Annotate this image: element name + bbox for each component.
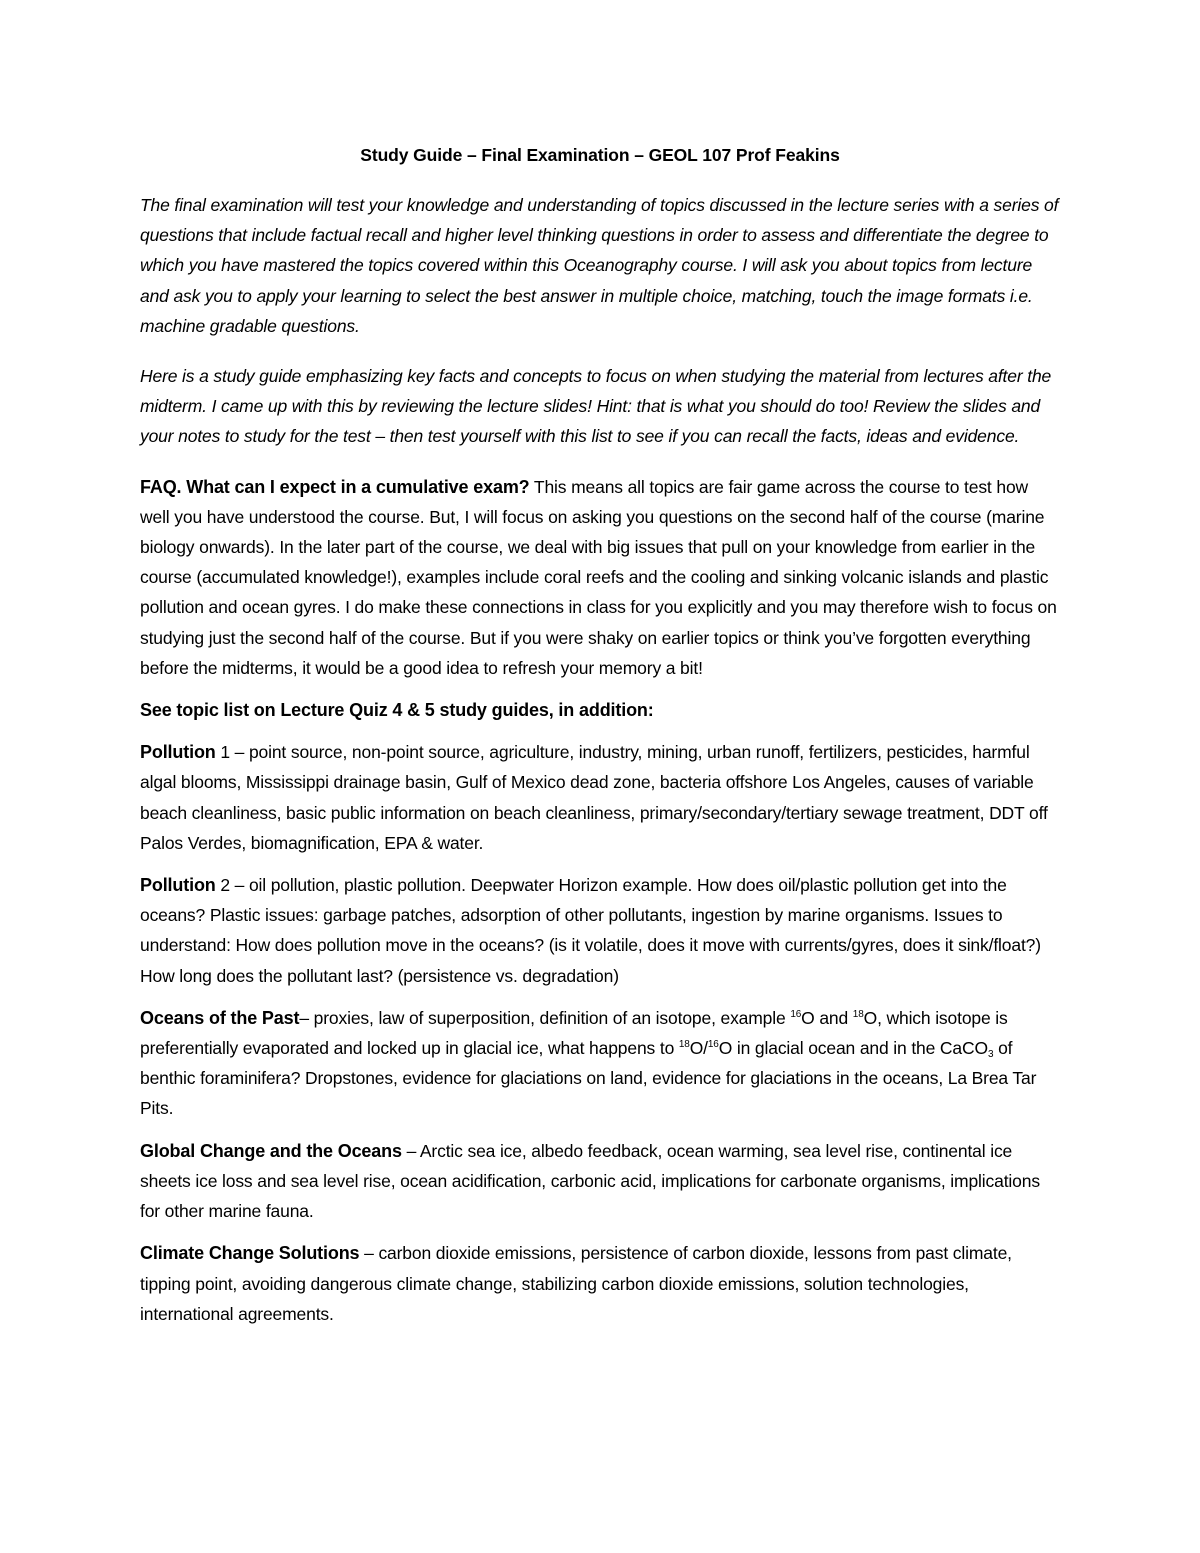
intro-paragraph-1: The final examination will test your knowledge and understanding of topics discussed in the lecture series with a series of questions that include factual recall and higher level thinking questions in order to assess and differentiate the degree to which you have mastered the topics covered within this Oceanography course. I will ask you about topics from lecture and ask you to apply your learning to select the best answer in multiple choice, matching, touch the image formats i.e. machine gradable questions. [140, 195, 1059, 336]
pollution-1-heading: Pollution [140, 742, 216, 763]
global-change-heading: Global Change and the Oceans [140, 1140, 402, 1161]
pollution-1-text: 1 – point source, non-point source, agriculture, industry, mining, urban runoff, fertilizers, pesticides, harmful algal blooms, Mississippi drainage basin, Gulf of Mexico dead zone, bacteria offshore Los Angeles, causes of variable beach cleanliness, basic public information on beach cleanliness, primary/secondary/tertiary sewage treatment, DDT off Palos Verdes, biomagnification, EPA & water. [140, 742, 1048, 853]
isotope-superscript: 16 [790, 1008, 802, 1020]
oceans-past-text-3: O, which isotope is preferentially evaporated and locked up in glacial ice, what happens to [140, 1007, 1008, 1059]
oceans-past-text-6: of benthic foraminifera? Dropstones, evidence for glaciations on land, evidence for glaciations in the oceans, La Brea Tar Pits. [140, 1038, 1037, 1119]
faq-question: FAQ. What can I expect in a cumulative exam? [140, 476, 530, 497]
pollution-2-heading: Pollution [140, 875, 216, 896]
global-change-text: – Arctic sea ice, albedo feedback, ocean warming, sea level rise, continental ice sheets ice loss and sea level rise, ocean acidification, carbonic acid, implications for carbonate organisms, implications for other marine fauna. [140, 1140, 1040, 1222]
document-title: Study Guide – Final Examination – GEOL 107 Prof Feakins [360, 145, 840, 165]
faq-answer: This means all topics are fair game across the course to test how well you have understood the course. But, I will focus on asking you questions on the second half of the course (marine biology onwards). In the later part of the course, we deal with big issues that pull on your knowledge from earlier in the course (accumulated knowledge!), examples include coral reefs and the cooling and sinking volcanic islands and plastic pollution and ocean gyres. I do make these connections in class for you explicitly and you may therefore wish to focus on studying just the second half of the course. But if you were shaky on earlier topics or think you’ve forgotten everything before the midterms, it would be a good idea to refresh your memory a bit! [140, 476, 1057, 678]
chemical-subscript: 3 [987, 1049, 994, 1061]
oceans-past-text-4: O/ [689, 1038, 708, 1059]
climate-solutions-section [140, 1238, 1060, 1329]
oceans-past-section [140, 1003, 1060, 1124]
isotope-superscript: 18 [678, 1039, 690, 1051]
document-body [140, 140, 1060, 1341]
oceans-past-text-2: O and [801, 1007, 853, 1028]
oceans-past-text-1: – proxies, law of superposition, definition of an isotope, example [299, 1007, 791, 1028]
oceans-past-heading: Oceans of the Past [140, 1007, 300, 1028]
intro-paragraph-2: Here is a study guide emphasizing key facts and concepts to focus on when studying the material from lectures after the midterm. I came up with this by reviewing the lecture slides! Hint: that is what you should do too! Review the slides and your notes to study for the test – then test yourself with this list to see if you can recall the facts, ideas and evidence. [140, 366, 1052, 447]
climate-solutions-text: – carbon dioxide emissions, persistence of carbon dioxide, lessons from past climate, tipping point, avoiding dangerous climate change, stabilizing carbon dioxide emissions, solution technologies, international agreements. [140, 1243, 1012, 1324]
pollution-2-text: 2 – oil pollution, plastic pollution. Deepwater Horizon example. How does oil/plastic pollution get into the oceans? Plastic issues: garbage patches, adsorption of other pollutants, ingestion by marine organisms. Issues to understand: How does pollution move in the oceans? (is it volatile, does it move with currents/gyres, does it sink/float?) How long does the pollutant last? (persistence vs. degradation) [140, 875, 1041, 986]
climate-solutions-heading: Climate Change Solutions [140, 1243, 360, 1264]
pollution-2-section [140, 870, 1060, 991]
see-topic-heading: See topic list on Lecture Quiz 4 & 5 study guides, in addition: [140, 700, 654, 721]
pollution-1-section [140, 737, 1060, 858]
isotope-superscript: 16 [707, 1039, 719, 1051]
oceans-past-text-5: O in glacial ocean and in the CaCO [718, 1038, 988, 1059]
faq-paragraph [140, 472, 1060, 683]
isotope-superscript: 18 [852, 1008, 864, 1020]
global-change-section [140, 1136, 1060, 1227]
